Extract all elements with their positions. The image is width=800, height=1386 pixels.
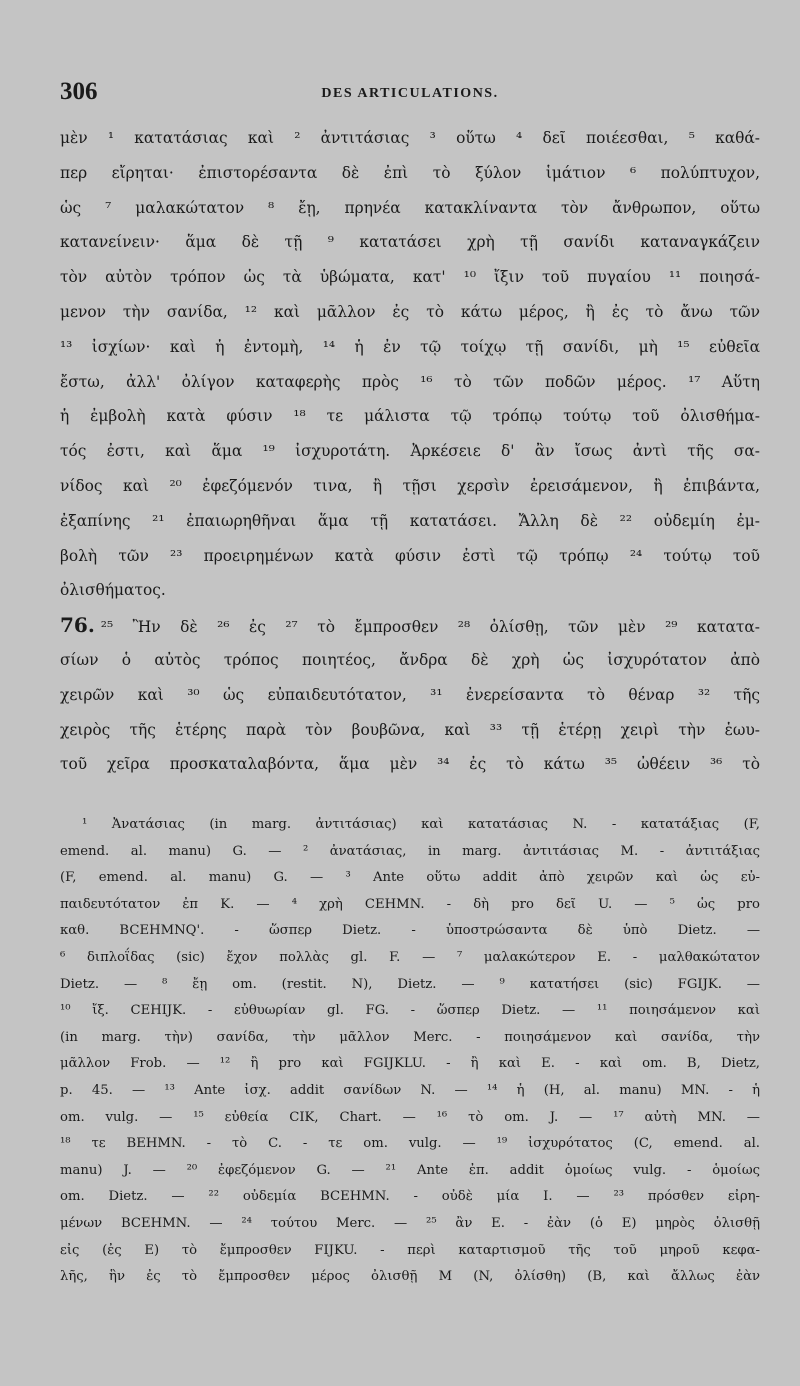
footnote-line: λῆς, ἣν ἐς τὸ ἔμπροσθεν μέρος ὀλισθῇ M (N, ὀλίσθη) (B, καὶ ἄλλως ἐὰν <box>60 1269 760 1285</box>
text-line: ἡ ἐμβολὴ κατὰ φύσιν ¹⁸ τε μάλιστα τῷ τρόπῳ τούτῳ τοῦ ὀλισθήμα- <box>60 407 760 426</box>
text-line: τὸν αὐτὸν τρόπον ὡς τὰ ὑβώματα, κατ' ¹⁰ ἴξιν τοῦ πυγαίου ¹¹ ποιησά- <box>60 268 760 287</box>
footnote-line: om. vulg. — ¹⁵ εὐθεία CIK, Chart. — ¹⁶ τὸ om. J. — ¹⁷ αὐτὴ MN. — <box>60 1109 760 1125</box>
footnote-line: ¹ Ἀνατάσιας (in marg. ἀντιτάσιας) καὶ κατατάσιας N. - κατατάξιας (F, <box>82 817 760 832</box>
text-line: μὲν ¹ κατατάσιας καὶ ² ἀντιτάσιας ³ οὕτω ⁴ δεῖ ποιέεσθαι, ⁵ καθά- <box>60 129 760 147</box>
footnote-line: (F, emend. al. manu) G. — ³ Ante οὕτω addit ἀπὸ χειρῶν καὶ ὡς εὐ- <box>60 870 760 886</box>
text-line: χειρὸς τῆς ἑτέρης παρὰ τὸν βουβῶνα, καὶ ³³ τῇ ἑτέρῃ χειρὶ τὴν ἑωυ- <box>60 720 760 739</box>
text-line: τός ἐστι, καὶ ἅμα ¹⁹ ἰσχυροτάτη. Ἀρκέσειε δ' ἂν ἴσως ἀντὶ τῆς σα- <box>60 442 760 461</box>
footnote-line: ¹⁸ τε BEHMN. - τὸ C. - τε om. vulg. — ¹⁹ ἰσχυρότατος (C, emend. al. <box>60 1136 760 1152</box>
text-line: μενον τὴν σανίδα, ¹² καὶ μᾶλλον ἐς τὸ κάτω μέρος, ἢ ἐς τὸ ἄνω τῶν <box>60 302 760 321</box>
page-header <box>60 78 760 112</box>
footnote-line: (in marg. τὴν) σανίδα, τὴν μᾶλλον Merc. - ποιησάμενον καὶ σανίδα, τὴν <box>60 1029 760 1045</box>
text-line: ἔστω, ἀλλ' ὀλίγον καταφερὴς πρὸς ¹⁶ τὸ τῶν ποδῶν μέρος. ¹⁷ Αὕτη <box>60 372 760 391</box>
paragraph-start-line <box>60 608 760 643</box>
footnote-line: ¹⁰ ἴξ. CEHIJK. - εὐθυωρίαν gl. FG. - ὥσπερ Dietz. — ¹¹ ποιησάμενον καὶ <box>60 1003 760 1019</box>
text-line: ²⁵ Ἢν δὲ ²⁶ ἐς ²⁷ τὸ ἔμπροσθεν ²⁸ ὀλίσθῃ, τῶν μὲν ²⁹ κατατα- <box>100 618 760 637</box>
text-line: ὀλισθήματος. <box>60 581 166 600</box>
footnote-line: παιδευτότατον ἐπ K. — ⁴ χρὴ CEHMN. - δὴ pro δεῖ U. — ⁵ ὡς pro <box>60 896 760 912</box>
text-line: ἐξαπίνης ²¹ ἐπαιωρηθῆναι ἅμα τῇ κατατάσει. Ἄλλη δὲ ²² οὐδεμίη ἐμ- <box>60 511 760 530</box>
text-line: περ εἴρηται· ἐπιστορέσαντα δὲ ἐπὶ τὸ ξύλον ἱμάτιον ⁶ πολύπτυχον, <box>60 163 760 182</box>
footnote-line: Dietz. — ⁸ ἔῃ om. (restit. N), Dietz. — ⁹ κατατήσει (sic) FGIJK. — <box>60 976 760 992</box>
running-head: DES ARTICULATIONS. <box>321 86 499 101</box>
footnote-line: μᾶλλον Frob. — ¹² ἢ pro καὶ FGIJKLU. - ἢ καὶ E. - καὶ om. B, Dietz, <box>60 1056 760 1072</box>
text-line: νίδος καὶ ²⁰ ἐφεζόμενόν τινα, ἢ τῇσι χερσὶν ἐρεισάμενον, ἢ ἐπιβάντα, <box>60 476 760 495</box>
footnote-line: manu) J. — ²⁰ ἐφεζόμενον G. — ²¹ Ante ἐπ. addit ὁμοίως vulg. - ὁμοίως <box>60 1162 760 1178</box>
main-text <box>60 121 760 782</box>
footnote-line: ⁶ διπλοΐδας (sic) ἔχον πολλὰς gl. F. — ⁷ μαλακώτερον E. - μαλθακώτατον <box>60 949 760 965</box>
footnote-line: emend. al. manu) G. — ² ἀνατάσιας, in marg. ἀντιτάσιας M. - ἀντιτάξιας <box>60 843 760 859</box>
page-number: 306 <box>60 78 98 105</box>
text-line: ὡς ⁷ μαλακώτατον ⁸ ἔῃ, πρηνέα κατακλίναντα τὸν ἄνθρωπον, οὕτω <box>60 198 760 217</box>
text-line: ¹³ ἰσχίων· καὶ ἡ ἐντομὴ, ¹⁴ ἡ ἐν τῷ τοίχῳ τῇ σανίδι, μὴ ¹⁵ εὐθεῖα <box>60 337 760 356</box>
text-line: χειρῶν καὶ ³⁰ ὡς εὐπαιδευτότατον, ³¹ ἐνερείσαντα τὸ θέναρ ³² τῆς <box>60 685 760 704</box>
footnote-line: μένων BCEHMN. — ²⁴ τούτου Merc. — ²⁵ ἂν E. - ἐὰν (ὁ E) μηρὸς ὀλισθῇ <box>60 1215 760 1231</box>
text-line: τοῦ χεῖρα προσκαταλαβόντα, ἅμα μὲν ³⁴ ἐς τὸ κάτω ³⁵ ὠθέειν ³⁶ τὸ <box>60 755 760 774</box>
footnote-line: p. 45. — ¹³ Ante ἰσχ. addit σανίδων N. — ¹⁴ ἡ (H, al. manu) MN. - ἡ <box>60 1082 760 1098</box>
footnotes <box>60 812 760 1291</box>
text-line: κατανείνειν· ἅμα δὲ τῇ ⁹ κατατάσει χρὴ τῇ σανίδι καταναγκάζειν <box>60 233 760 252</box>
footnote-line: εἰς (ἐς E) τὸ ἔμπροσθεν FIJKU. - περὶ καταρτισμοῦ τῆς τοῦ μηροῦ κεφα- <box>60 1242 760 1258</box>
text-line: βολὴ τῶν ²³ προειρημένων κατὰ φύσιν ἐστὶ τῷ τρόπῳ ²⁴ τούτῳ τοῦ <box>60 546 760 565</box>
footnote-line: καθ. BCEHMNQ'. - ὥσπερ Dietz. - ὑποστρώσαντα δὲ ὑπὸ Dietz. — <box>60 923 760 939</box>
paragraph-number: 76. <box>60 613 95 638</box>
text-line: σίων ὁ αὐτὸς τρόπος ποιητέος, ἄνδρα δὲ χρὴ ὡς ἰσχυρότατον ἀπὸ <box>60 650 760 669</box>
footnote-line: om. Dietz. — ²² οὐδεμία BCEHMN. - οὐδὲ μία I. — ²³ πρόσθεν εἰρη- <box>60 1189 760 1205</box>
